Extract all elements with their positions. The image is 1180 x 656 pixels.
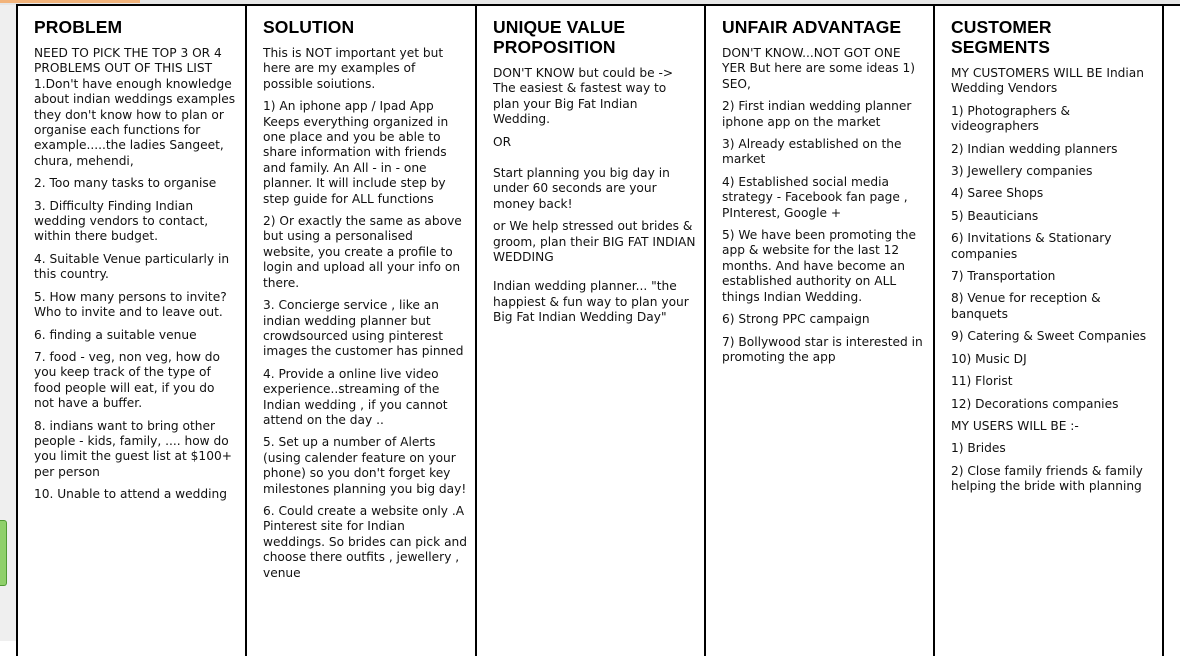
lean-canvas-board — [16, 4, 1180, 656]
customer-segments-text: MY CUSTOMERS WILL BE Indian Wedding Vendors — [951, 66, 1145, 96]
unfair-advantage-text: 5) We have been promoting the app & website for the last 12 months. And have become an established authority on ALL things Indian Wedding. — [722, 228, 916, 304]
side-panel-handle[interactable] — [0, 520, 7, 586]
problem-text: 8. indians want to bring other people - kids, family, .... how do you limit the guest list at $100+ per person — [34, 418, 232, 479]
customer-segments-text: 8) Venue for reception & banquets — [951, 291, 1101, 321]
solution-text: 3. Concierge service , like an indian wedding planner but crowdsourced using pinterest images the customer has pinned — [263, 298, 464, 359]
solution-text: 2) Or exactly the same as above but using a personalised website, you create a profile to login and upload all your info on there. — [263, 214, 462, 290]
uvp-text: or We help stressed out brides & groom, plan their BIG FAT INDIAN WEDDING — [493, 219, 696, 265]
unfair-advantage-text: 3) Already established on the market — [722, 137, 902, 167]
solution-text: This is NOT important yet but here are my examples of possible soiutions. — [263, 46, 444, 91]
customer-segments-text: 1) Brides — [951, 441, 1006, 456]
solution-text: 5. Set up a number of Alerts (using calender feature on your phone) so you don't forget key milestones planning you big day! — [263, 435, 467, 496]
customer-segments-column[interactable] — [935, 6, 1164, 656]
uvp-text: Indian wedding planner... "the happiest & fun way to plan your Big Fat Indian Wedding Day" — [493, 279, 689, 325]
active-tab-marker[interactable] — [0, 0, 140, 3]
solution-text: 6. Could create a website only .A Pinterest site for Indian weddings. So brides can pick and choose there outfits , jewellery , venue — [263, 503, 467, 580]
customer-segments-text: 6) Invitations & Stationary companies — [951, 231, 1112, 261]
uvp-text: DON'T KNOW but could be -> The easiest & fastest way to plan your Big Fat Indian Wedding. — [493, 66, 674, 127]
problem-text: 10. Unable to attend a wedding — [34, 487, 227, 502]
problem-text: NEED TO PICK THE TOP 3 OR 4 PROBLEMS OUT OF THIS LIST 1.Don't have enough knowledge about indian weddings examples they don't know how to plan or organise each functions for example.....the ladies Sangeet, chura, mehendi, — [34, 46, 236, 168]
problem-text: 4. Suitable Venue particularly in this country. — [34, 251, 230, 282]
problem-text: 3. Difficulty Finding Indian wedding vendors to contact, within there budget. — [34, 198, 209, 244]
customer-segments-text: 7) Transportation — [951, 269, 1056, 284]
problem-text: 7. food - veg, non veg, how do you keep track of the type of food people will eat, if you do not have a buffer. — [34, 349, 220, 411]
solution-text: 1) An iphone app / Ipad App Keeps everything organized in one place and you be able to share information with friends and family. An All - in - one planner. It will include step by step guide for ALL functions — [263, 99, 449, 206]
problem-column[interactable] — [18, 6, 247, 656]
customer-segments-text: 4) Saree Shops — [951, 186, 1044, 201]
customer-segments-text: 9) Catering & Sweet Companies — [951, 329, 1147, 344]
solution-text: 4. Provide a online live video experience..streaming of the Indian wedding , if you cannot attend on the day .. — [263, 366, 448, 427]
unfair-advantage-text: 7) Bollywood star is interested in promoting the app — [722, 334, 923, 364]
unfair-advantage-column[interactable] — [706, 6, 935, 656]
solution-title: SOLUTION — [263, 17, 355, 37]
problem-title: PROBLEM — [34, 17, 123, 37]
unique-value-proposition-column[interactable] — [477, 6, 706, 656]
uvp-title: UNIQUE VALUE PROPOSITION — [493, 17, 626, 57]
customer-segments-title: CUSTOMER SEGMENTS — [951, 17, 1052, 57]
customer-segments-text: 2) Indian wedding planners — [951, 141, 1118, 156]
customer-segments-text: 1) Photographers & videographers — [951, 103, 1071, 134]
uvp-text: Start planning you big day in under 60 seconds are your money back! — [493, 166, 670, 211]
customer-segments-text: 3) Jewellery companies — [951, 164, 1093, 179]
unfair-advantage-title: UNFAIR ADVANTAGE — [722, 17, 902, 37]
unfair-advantage-text: 4) Established social media strategy - Facebook fan page , PInterest, Google + — [722, 174, 908, 220]
customer-segments-text: 11) Florist — [951, 374, 1013, 389]
unfair-advantage-text: 2) First indian wedding planner iphone app on the market — [722, 99, 912, 129]
customer-segments-text: 2) Close family friends & family helping the bride with planning — [951, 463, 1143, 494]
customer-segments-text: 10) Music DJ — [951, 351, 1027, 366]
problem-text: 2. Too many tasks to organise — [34, 176, 217, 191]
left-gutter — [0, 5, 16, 641]
problem-text: 6. finding a suitable venue — [34, 327, 197, 342]
customer-segments-text: 12) Decorations companies — [951, 396, 1119, 411]
solution-column[interactable] — [247, 6, 477, 656]
customer-segments-text: 5) Beauticians — [951, 208, 1039, 223]
unfair-advantage-text: DON'T KNOW...NOT GOT ONE YER But here are some ideas 1) SEO, — [722, 46, 916, 91]
unfair-advantage-text: 6) Strong PPC campaign — [722, 312, 870, 327]
uvp-text: OR — [493, 134, 512, 149]
problem-text: 5. How many persons to invite? Who to invite and to leave out. — [34, 289, 227, 320]
customer-segments-text: MY USERS WILL BE :- — [951, 418, 1079, 433]
